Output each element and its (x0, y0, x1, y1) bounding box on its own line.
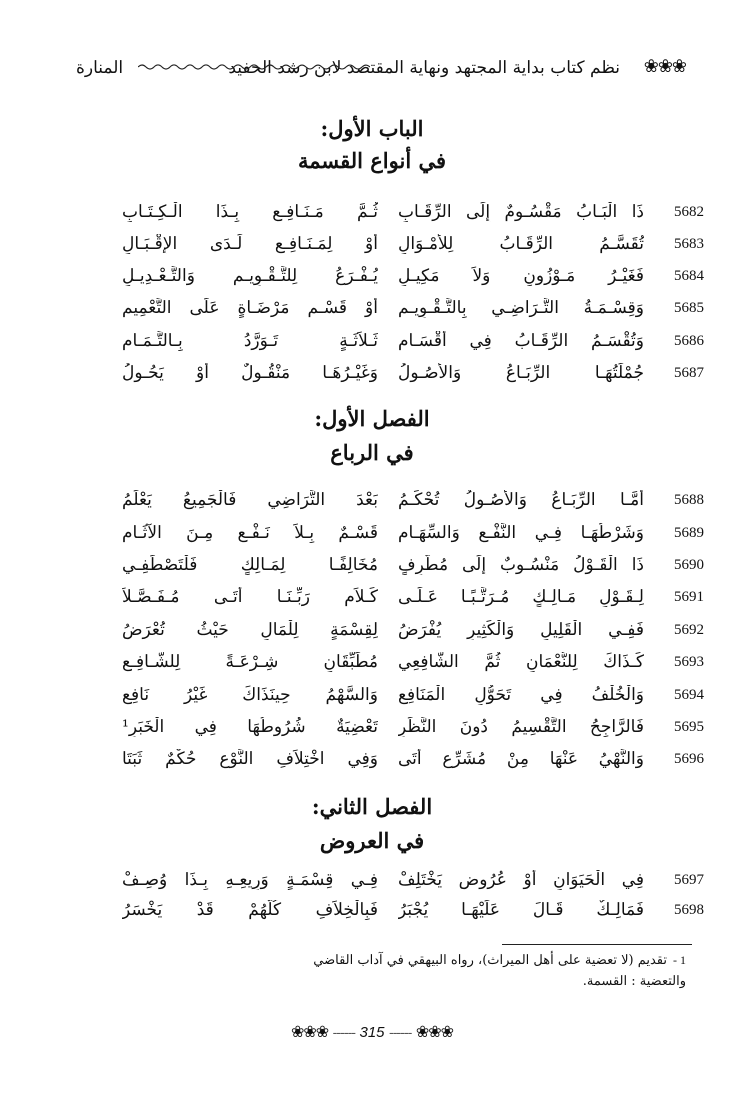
verse-row (60, 296, 720, 328)
verse-row (60, 747, 720, 779)
verse-second-hemistich: وَالسَّهْمُ حِينَذَاكَ غَيْرُ نَافِعِ (122, 685, 378, 705)
verse-row (60, 521, 720, 553)
verse-second-hemistich: يُـفْـرَعُ لِلتَّـقْـوِيـمِ وَالتَّـعْـدِيـلِ (122, 266, 378, 286)
verse-second-hemistich: كَـلاَمٍ رَبِّـنَـا أَتَـى مُـفَـصَّـلاَ (122, 587, 378, 607)
verse-number: 5694 (674, 687, 704, 703)
verse-second-hemistich: بَعْدَ التَّرَاضِي فَالْجَمِيعُ يَعْلَمُ (122, 490, 378, 510)
verse-number: 5684 (674, 268, 704, 284)
verse-first-hemistich: وَتُقْسَـمُ الرِّقَـابُ فِي أَقْسَـامِ (398, 331, 644, 351)
section-title: الفصل الثاني: (311, 794, 433, 819)
footnote-text: تقديم (لا تعضية على أهل الميراث)، رواه البيهقي في آداب القاضي (313, 953, 667, 968)
verse-first-hemistich: فَغَيْـرُ مَـوْزُونٍ وَلاَ مَكِيـلِ (398, 266, 644, 286)
verse-row (60, 200, 720, 232)
verse-first-hemistich: وَشَرْطُهَـا فِـي النَّفْـعِ وَالسِّهَـامِ (398, 523, 644, 543)
verse-second-hemistich: قَسْـمٌ بِـلاَ نَـفْـعٍ مِـنَ الآثَـامِ (122, 523, 378, 543)
verse-number: 5692 (674, 622, 704, 638)
verse-row (60, 585, 720, 617)
verse-first-hemistich: وَالْخُلْفُ فِي تَحَوُّلِ الْمَنَافِعِ (398, 685, 644, 705)
verse-number: 5691 (674, 589, 704, 605)
verse-row (60, 361, 720, 393)
book-title: نظم كتاب بداية المجتهد ونهاية المقتصد لابن رشد الحفيد (228, 58, 620, 78)
verse-row (60, 264, 720, 296)
verse-second-hemistich: مُطَبِّقَانِ شِـرْعَـةً لِلشَّـافِـعِ (122, 652, 378, 672)
verse-row (60, 488, 720, 520)
chapter-subtitle: في أنواع القسمة (297, 148, 447, 173)
verse-first-hemistich: لِـقَـوْلِ مَـالِـكٍ مُـرَتَّـبًـا عَـلَـى (398, 587, 644, 607)
verse-first-hemistich: فِي الْحَيَوَانِ أَوْ عُرُوضٍ يَخْتَلِفْ (398, 870, 644, 890)
verse-row (60, 232, 720, 264)
flower-ornament-icon: ❀❀❀ (643, 56, 686, 77)
flower-ornament-icon: ❀❀❀ (415, 1022, 454, 1041)
verse-number: 5683 (674, 236, 704, 252)
section-name: المنارة (76, 58, 124, 78)
verse-first-hemistich: فَفِـي الْقَلِيلِ وَالْكَثِيرِ يُفْرَضُ (398, 620, 644, 640)
verse-row (60, 553, 720, 585)
verse-number: 5686 (674, 333, 704, 349)
verse-row (60, 898, 720, 930)
verse-row (60, 683, 720, 715)
verse-second-hemistich: لِقِسْمَةٍ لِلْمَالِ حَيْثُ تُعْرَضُ (122, 620, 378, 640)
verse-number: 5697 (674, 872, 704, 888)
verse-second-hemistich: ثُـمَّ مَـنَـافِـعٍ بِـذَا الْـكِـتَـابِ (122, 202, 378, 222)
page-header (70, 52, 686, 86)
verse-number: 5685 (674, 300, 704, 316)
verse-first-hemistich: ذَا الْبَـابُ مَقْسُـومٌ إِلَى الرِّقَـابِ (398, 202, 644, 222)
verse-first-hemistich: كَـذَاكَ لِلنُّعْمَانِ ثُمَّ الشَّافِعِي (398, 652, 644, 672)
verse-first-hemistich: تُقَسَّـمُ الرِّقَـابُ لِلأَمْـوَالِ (398, 234, 644, 254)
verse-row (60, 715, 720, 747)
verse-number: 5693 (674, 654, 704, 670)
verse-second-hemistich: فِـي قِسْمَـةٍ وَرِيعِـهِ بِـذَا وُصِـفْ (122, 870, 378, 890)
verse-second-hemistich: فَبِالْخِلاَفِ كُلُّهُمْ قَدْ يَخْسَرُ (122, 900, 378, 920)
verse-second-hemistich: وَغَيْـرُهَـا مَنْقُـولٌ أَوْ يَحُـولُ (122, 363, 378, 383)
verse-first-hemistich: أَمَّـا الرِّبَـاعُ وَالأُصُـولُ تُحْكَـمُ (398, 490, 644, 510)
footnote-marker: 1 - (673, 953, 686, 967)
page-number: 315 (359, 1024, 385, 1041)
section-title: الفصل الأول: (314, 406, 430, 431)
verse-second-hemistich: ثَـلاَثَـةٍ تَـوَرَّدُ بِـالتَّـمَـامِ (122, 331, 378, 351)
verse-first-hemistich: فَالرَّاجِحُ التَّقْسِيمُ دُونَ النَّظَرِ (398, 717, 644, 737)
verse-row (60, 618, 720, 650)
chapter-title: الباب الأول: (320, 116, 424, 141)
section-subtitle: في الرباع (330, 440, 414, 465)
verse-row (60, 868, 720, 900)
verse-second-hemistich: أَوْ لِمَـنَـافِـعٍ لَـدَى الإِقْـبَـالِ (122, 234, 378, 254)
verse-number: 5687 (674, 365, 704, 381)
verse-number: 5689 (674, 525, 704, 541)
verse-first-hemistich: فَمَالِـكٌ قَـالَ عَلَيْهَـا يُجْبَرُ (398, 900, 644, 920)
page-footer (0, 1022, 744, 1041)
footnote-divider (502, 944, 692, 945)
verse-number: 5690 (674, 557, 704, 573)
verse-number: 5695 (674, 719, 704, 735)
verse-second-hemistich: مُخَالِفًـا لِمَـالِكٍ فَلْتَصْطَفِـي (122, 555, 378, 575)
flower-ornament-icon: ❀❀❀ (290, 1022, 329, 1041)
verse-second-hemistich: أَوْ قَسْـمِ مَرْضَـاةٍ عَلَى التَّعْمِيمِ (122, 298, 378, 318)
section-subtitle: في العروض (319, 828, 425, 853)
verse-number: 5688 (674, 492, 704, 508)
verse-number: 5698 (674, 902, 704, 918)
verse-row (60, 329, 720, 361)
verse-second-hemistich: وَفِي اخْتِلاَفِ النَّوْعِ حُكْمٌ ثَبَتَا (122, 749, 378, 769)
verse-first-hemistich: وَالنَّهْيُ عَنْهَا مِنْ مُشَرِّعٍ أَتَى (398, 749, 644, 769)
footnote (66, 950, 686, 971)
wave-divider (138, 62, 370, 72)
dash-divider: ------ (332, 1025, 356, 1041)
verse-first-hemistich: وَقِسْـمَـةُ التَّـرَاضِـي بِالتَّـقْـوِيـمِ (398, 298, 644, 318)
verse-second-hemistich: تَعْضِيَةٌ شُرُوطُهَا فِي الْخَبَرِ¹ (122, 717, 378, 737)
footnote-continuation: والتعضية : القسمة. (582, 974, 686, 989)
verse-row (60, 650, 720, 682)
dash-divider: ------ (388, 1025, 412, 1041)
verse-first-hemistich: ذَا الْقَـوْلُ مَنْسُـوبٌ إِلَى مُطَّرِفٍ (398, 555, 644, 575)
verse-number: 5682 (674, 204, 704, 220)
verse-first-hemistich: جُمْلَتُهَـا الرِّبَـاعُ وَالأُصُـولُ (398, 363, 644, 383)
verse-number: 5696 (674, 751, 704, 767)
